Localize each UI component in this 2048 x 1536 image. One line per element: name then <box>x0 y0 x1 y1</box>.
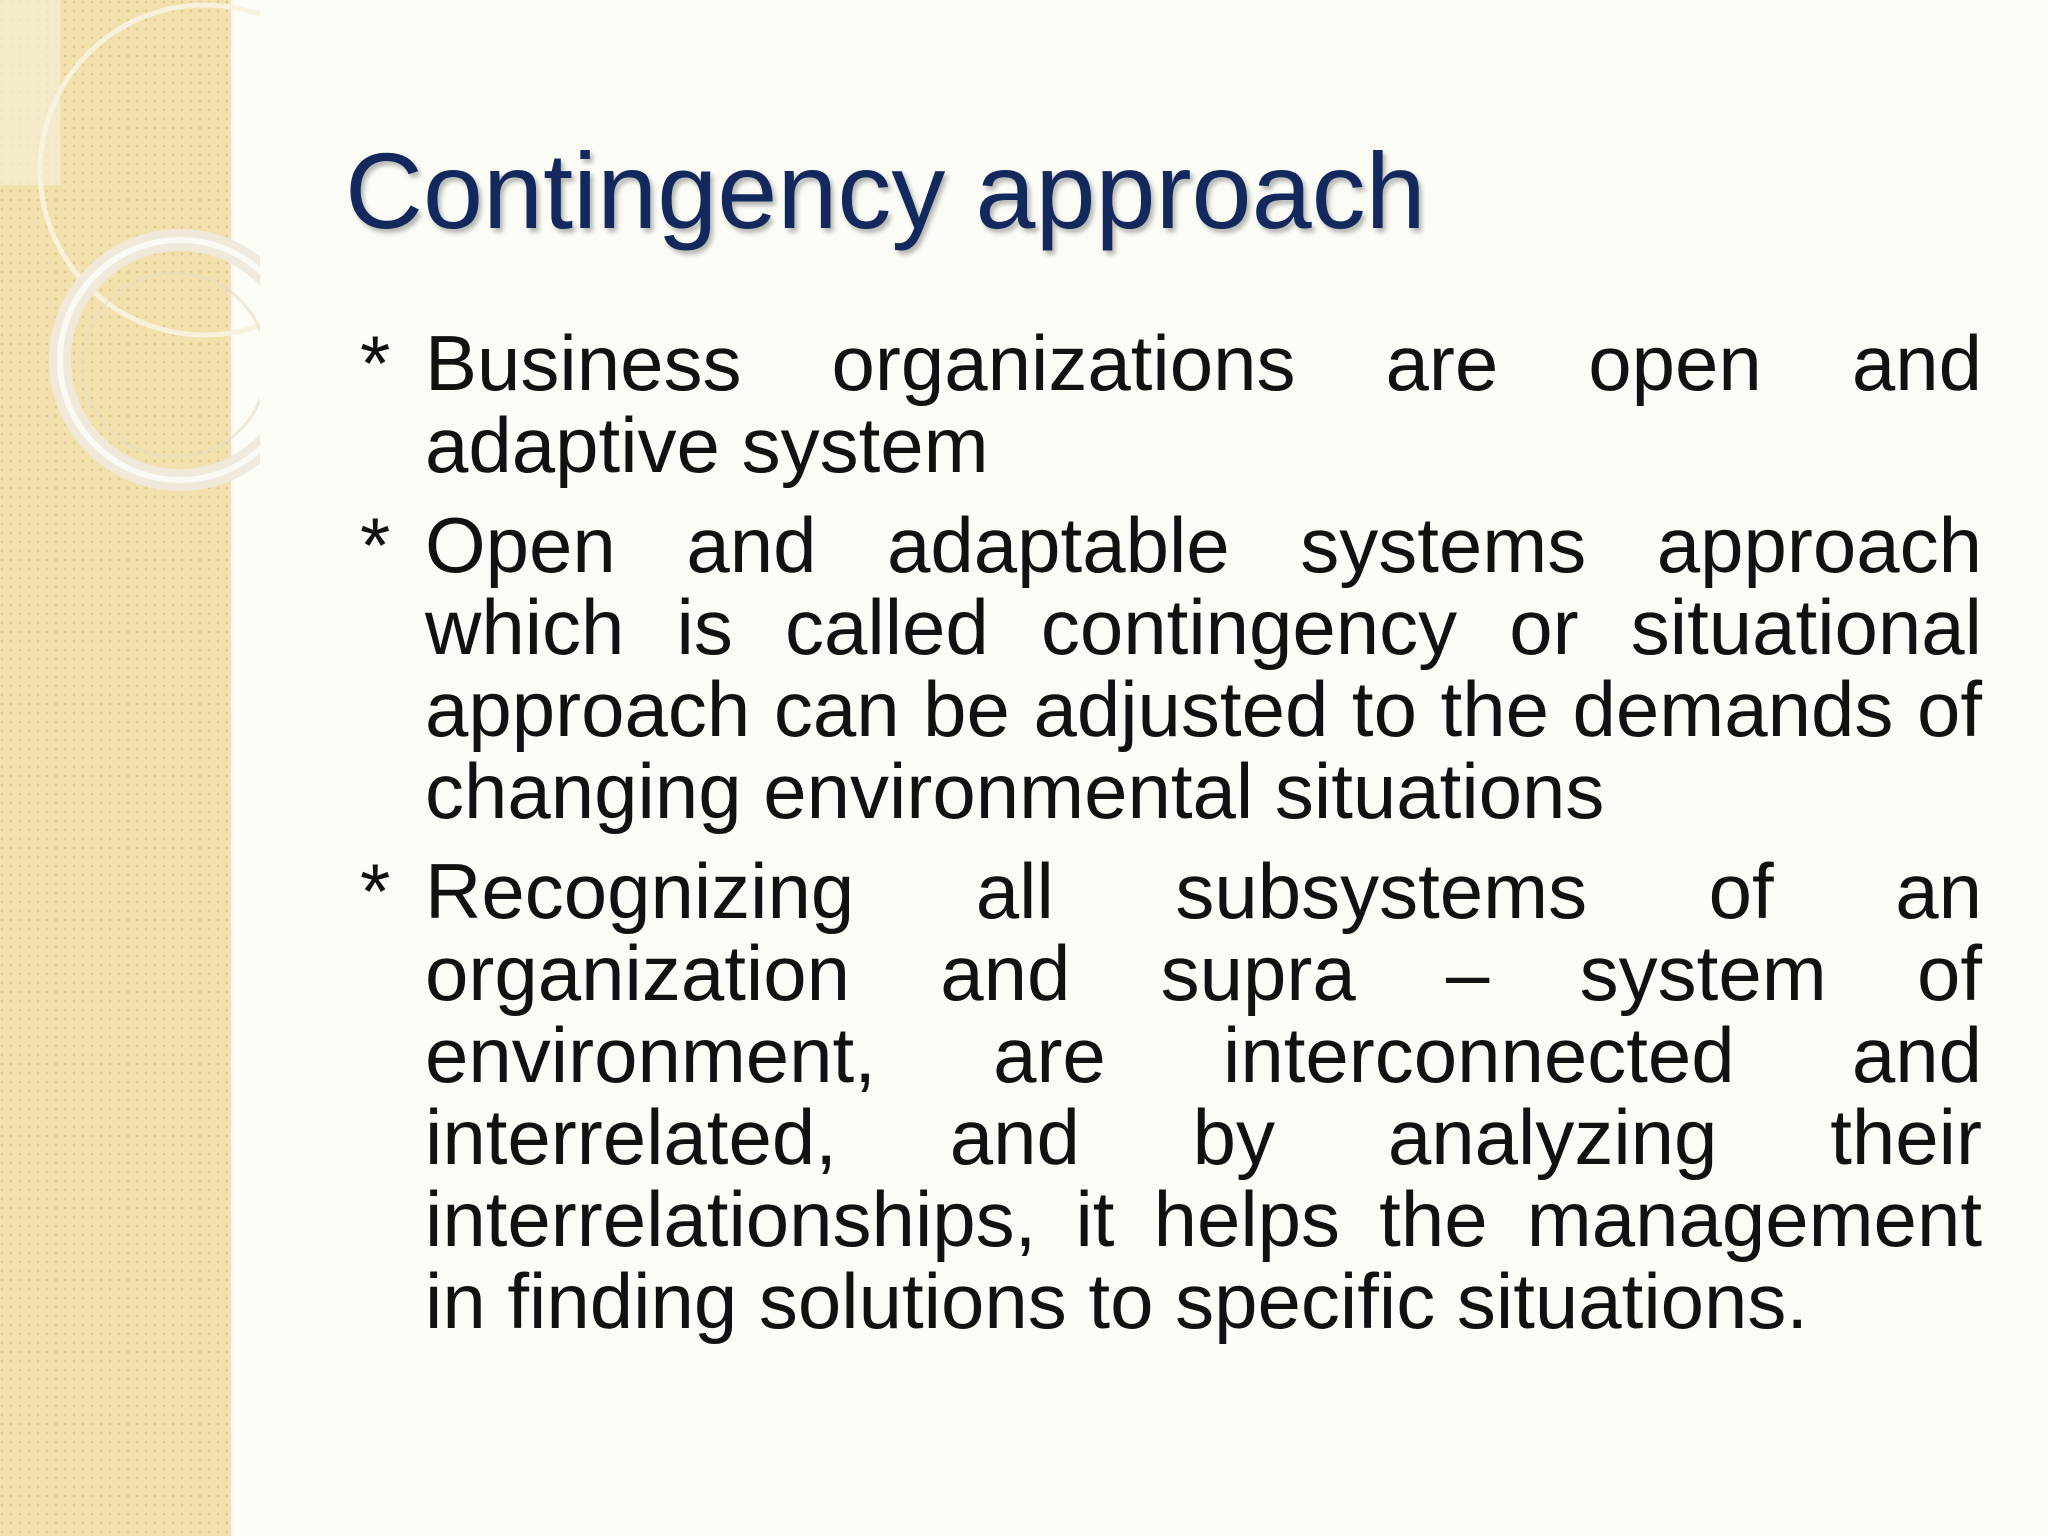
bullet-text: Business organizations are open and adaptive system <box>425 319 1982 489</box>
bullet-marker: * <box>360 319 391 407</box>
bullet-item <box>360 319 1982 489</box>
bullet-item <box>360 847 1982 1345</box>
bullet-text: Recognizing all subsystems of an organization and supra – system of environment, are interconnected and interrelated, and by analyzing their interrelationships, it helps the management in finding solutions to specific situations. <box>425 847 1982 1345</box>
bullet-marker: * <box>360 501 391 589</box>
bullet-item <box>360 501 1982 835</box>
slide-title: Contingency approach <box>345 130 1426 251</box>
bullet-list <box>360 319 1982 1360</box>
bullet-marker: * <box>360 847 391 935</box>
decorative-rings-graphic <box>0 0 260 520</box>
bullet-text: Open and adaptable systems approach which is called contingency or situational approach can be adjusted to the demands of changing environmental situations <box>425 501 1982 835</box>
